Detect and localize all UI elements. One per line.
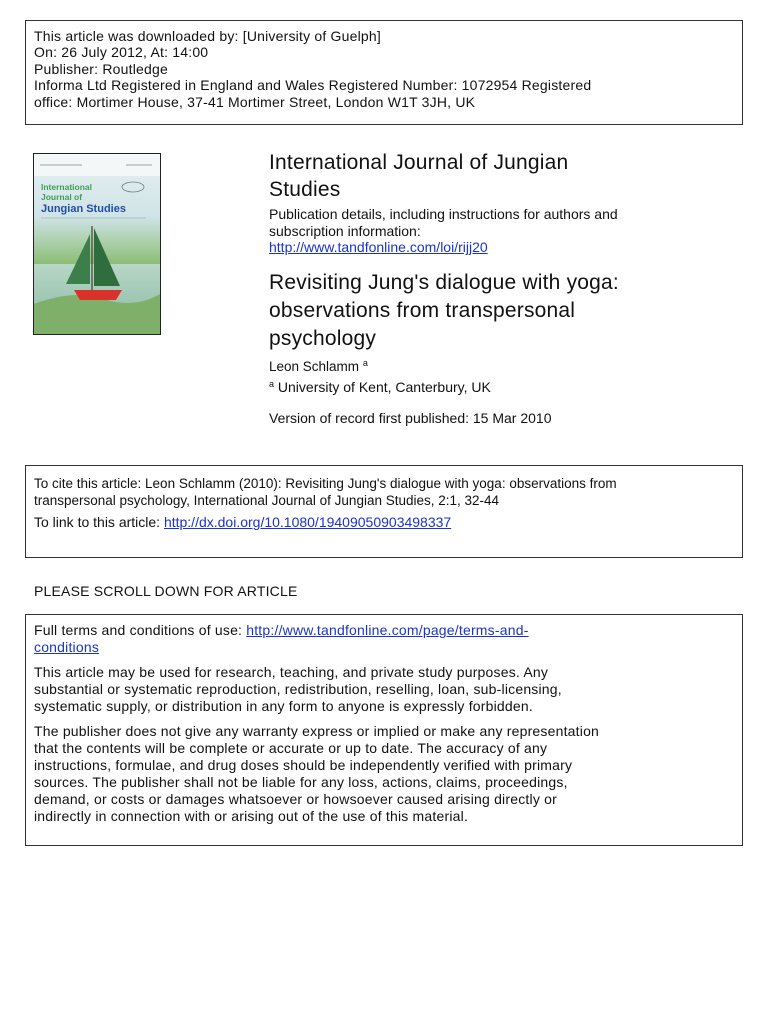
terms-heading xyxy=(34,622,734,656)
terms-paragraph-1 xyxy=(34,664,734,715)
terms-p1-line: substantial or systematic reproduction, redistribution, reselling, loan, sub-licensing, xyxy=(34,681,562,697)
download-line: This article was downloaded by: [University of Guelph] xyxy=(34,28,381,44)
doi-link[interactable]: http://dx.doi.org/10.1080/19409050903498337 xyxy=(163,514,452,530)
registration-line: Informa Ltd Registered in England and Wales Registered Number: 1072954 Registered xyxy=(34,77,592,94)
author-affiliation-marker: a xyxy=(362,358,368,368)
publisher-line: Publisher: Routledge xyxy=(34,60,168,77)
article-title-line-2: observations from transpersonal xyxy=(269,299,576,322)
terms-paragraph-2 xyxy=(34,723,734,825)
terms-p2-line: that the contents will be complete or accurate or up to date. The accuracy of any xyxy=(34,740,548,756)
journal-title xyxy=(269,149,739,203)
cover-title-line-3: Jungian Studies xyxy=(41,203,126,215)
article-link-label: To link to this article: xyxy=(34,514,164,530)
journal-cover-image xyxy=(33,153,161,335)
article-link-row xyxy=(34,514,734,531)
affiliation-marker: a xyxy=(269,379,275,389)
journal-url-link[interactable]: http://www.tandfonline.com/loi/rijj20 xyxy=(269,239,488,255)
citation-line-1: To cite this article: Leon Schlamm (2010): Revisiting Jung's dialogue with yoga: observations from xyxy=(34,476,617,491)
details-line-1: Publication details, including instructions for authors and xyxy=(269,206,618,222)
article-title-line-3: psychology xyxy=(269,327,377,350)
citation-box xyxy=(25,465,743,558)
journal-title-line-2: Studies xyxy=(269,178,341,201)
terms-p1-line: systematic supply, or distribution in any form to anyone is expressly forbidden. xyxy=(34,698,533,714)
boat-hull-shape xyxy=(74,290,122,300)
affiliation-text: University of Kent, Canterbury, UK xyxy=(277,379,491,395)
terms-p2-line: sources. The publisher shall not be liable for any loss, actions, claims, proceedings, xyxy=(34,774,568,790)
terms-p2-line: The publisher does not give any warranty express or implied or make any representation xyxy=(34,723,600,739)
cover-title-line-2: Journal of xyxy=(41,192,83,202)
cover-title-line-1: International xyxy=(41,182,93,192)
version-of-record: Version of record first published: 15 Mar 2010 xyxy=(269,410,552,426)
download-date-line: On: 26 July 2012, At: 14:00 xyxy=(34,44,209,61)
publication-details xyxy=(269,206,739,256)
office-line: office: Mortimer House, 37-41 Mortimer Street, London W1T 3JH, UK xyxy=(34,93,476,110)
journal-title-line-1: International Journal of Jungian xyxy=(269,151,569,174)
article-title-line-1: Revisiting Jung's dialogue with yoga: xyxy=(269,271,619,294)
terms-p2-line: indirectly in connection with or arising out of the use of this material. xyxy=(34,808,469,824)
article-title xyxy=(269,269,739,353)
download-notice-box xyxy=(25,20,743,125)
terms-box xyxy=(25,614,743,846)
terms-p2-line: instructions, formulae, and drug doses should be independently verified with primary xyxy=(34,757,573,773)
author-line xyxy=(269,358,368,374)
details-line-2: subscription information: xyxy=(269,222,421,239)
terms-link[interactable]: http://www.tandfonline.com/page/terms-and- xyxy=(246,622,529,638)
terms-p2-line: demand, or costs or damages whatsoever or howsoever caused arising directly or xyxy=(34,791,557,807)
terms-p1-line: This article may be used for research, teaching, and private study purposes. Any xyxy=(34,664,549,680)
terms-label: Full terms and conditions of use: xyxy=(34,622,247,638)
affiliation-line xyxy=(269,379,491,395)
citation-line-2: transpersonal psychology, International Journal of Jungian Studies, 2:1, 32-44 xyxy=(34,493,500,508)
terms-link-continued[interactable]: conditions xyxy=(34,639,100,655)
scroll-down-note: PLEASE SCROLL DOWN FOR ARTICLE xyxy=(34,583,298,599)
author-name: Leon Schlamm xyxy=(269,359,360,374)
